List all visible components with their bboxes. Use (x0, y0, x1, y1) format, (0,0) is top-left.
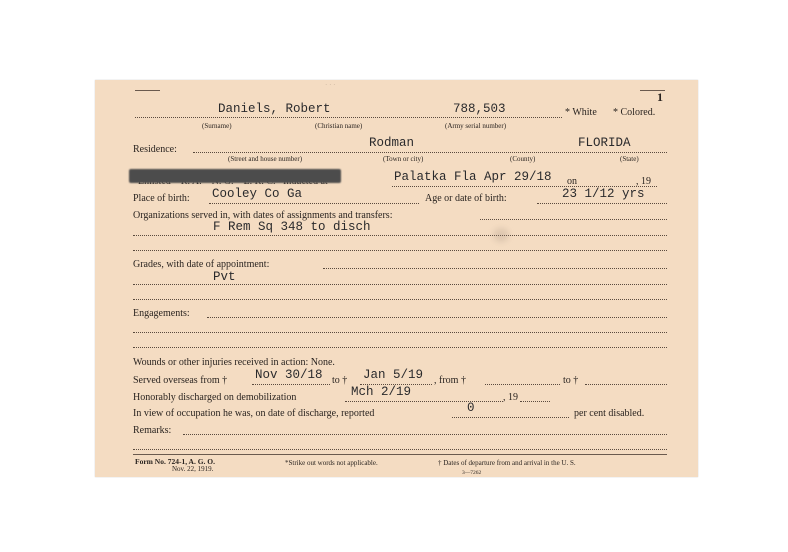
overseas-from2-label: , from † (434, 375, 466, 386)
service-record-card (95, 80, 698, 477)
header-rule-left (135, 90, 160, 91)
state-caption: (State) (620, 155, 639, 163)
overseas-from-typed: Nov 30/18 (255, 368, 323, 382)
name-typed: Daniels, Robert (218, 102, 331, 116)
overseas-label: Served overseas from † (133, 375, 228, 386)
town-caption: (Town or city) (383, 155, 424, 163)
street-caption: (Street and house number) (228, 155, 303, 163)
serial-typed: 788,503 (453, 102, 506, 116)
card-number: 1 (657, 90, 663, 104)
remarks-line-1 (183, 434, 667, 435)
discharge-label: Honorably discharged on demobilization (133, 392, 297, 403)
on-label: on (567, 176, 577, 187)
birth-place-typed: Cooley Co Ga (212, 187, 303, 201)
serial-caption: (Army serial number) (445, 122, 507, 130)
overseas-from2-line (485, 384, 560, 385)
disability-label: In view of occupation he was, on date of discharge, reported (133, 408, 375, 419)
grades-line-3 (133, 299, 667, 300)
enlisted-year-label: , 19 (636, 176, 651, 187)
form-number: Form No. 724-1, A. G. O. (135, 457, 215, 466)
overseas-from-line (252, 384, 330, 385)
dates-note: † Dates of departure from and arrival in the U. S. (438, 459, 576, 467)
organizations-typed: F Rem Sq 348 to disch (213, 220, 371, 234)
wounds-label: Wounds or other injuries received in action: None. (133, 357, 335, 368)
grades-typed: Pvt (213, 270, 236, 284)
form-date: Nov. 22, 1919. (172, 465, 214, 473)
town-typed: Rodman (369, 136, 415, 150)
overseas-to2-line (585, 384, 667, 385)
white-label: * White (565, 107, 597, 118)
disability-suffix: per cent disabled. (574, 408, 645, 419)
county-caption: (County) (510, 155, 536, 163)
discharge-typed: Mch 2/19 (351, 385, 412, 399)
grades-line-1 (323, 268, 667, 269)
engagements-line-1 (207, 317, 667, 318)
discharge-line (345, 401, 503, 402)
organizations-line-3 (133, 250, 667, 251)
birth-place-line (209, 203, 419, 204)
age-typed: 23 1/12 yrs (562, 187, 645, 201)
organizations-label: Organizations served in, with dates of assignments and transfers: (133, 210, 393, 221)
disability-typed: 0 (467, 401, 475, 415)
residence-label: Residence: (133, 144, 177, 155)
redaction-mark (129, 169, 341, 183)
grades-label: Grades, with date of appointment: (133, 259, 270, 270)
organizations-line-2 (133, 235, 667, 236)
discharge-year-line (520, 401, 550, 402)
disability-line (452, 417, 569, 418)
grades-line-2 (133, 284, 667, 285)
engagements-line-2 (133, 332, 667, 333)
birth-place-label: Place of birth: (133, 193, 190, 204)
residence-line (193, 152, 667, 153)
remarks-label: Remarks: (133, 425, 172, 436)
discharge-year-label: , 19 (503, 392, 518, 403)
engagements-line-3 (133, 347, 667, 348)
overseas-to-typed: Jan 5/19 (363, 368, 424, 382)
inducted-place-typed: Palatka Fla Apr 29/18 (394, 170, 552, 184)
colored-label: * Colored. (613, 107, 656, 118)
paper-smudge (493, 228, 509, 242)
christian-caption: (Christian name) (315, 122, 363, 130)
footer-rule (133, 454, 667, 455)
state-typed: FLORIDA (578, 136, 631, 150)
age-label: Age or date of birth: (425, 193, 507, 204)
remarks-line-2 (133, 449, 667, 450)
overseas-to-label: to † (332, 375, 348, 386)
strike-note: *Strike out words not applicable. (285, 459, 378, 467)
print-code: 3—7262 (462, 470, 482, 476)
engagements-label: Engagements: (133, 308, 190, 319)
organizations-line-1 (480, 219, 667, 220)
surname-caption: (Surname) (202, 122, 232, 130)
overseas-to2-label: to † (563, 375, 579, 386)
age-line (537, 203, 667, 204)
name-line (135, 117, 562, 118)
faint-stamp: · · · (325, 81, 336, 89)
